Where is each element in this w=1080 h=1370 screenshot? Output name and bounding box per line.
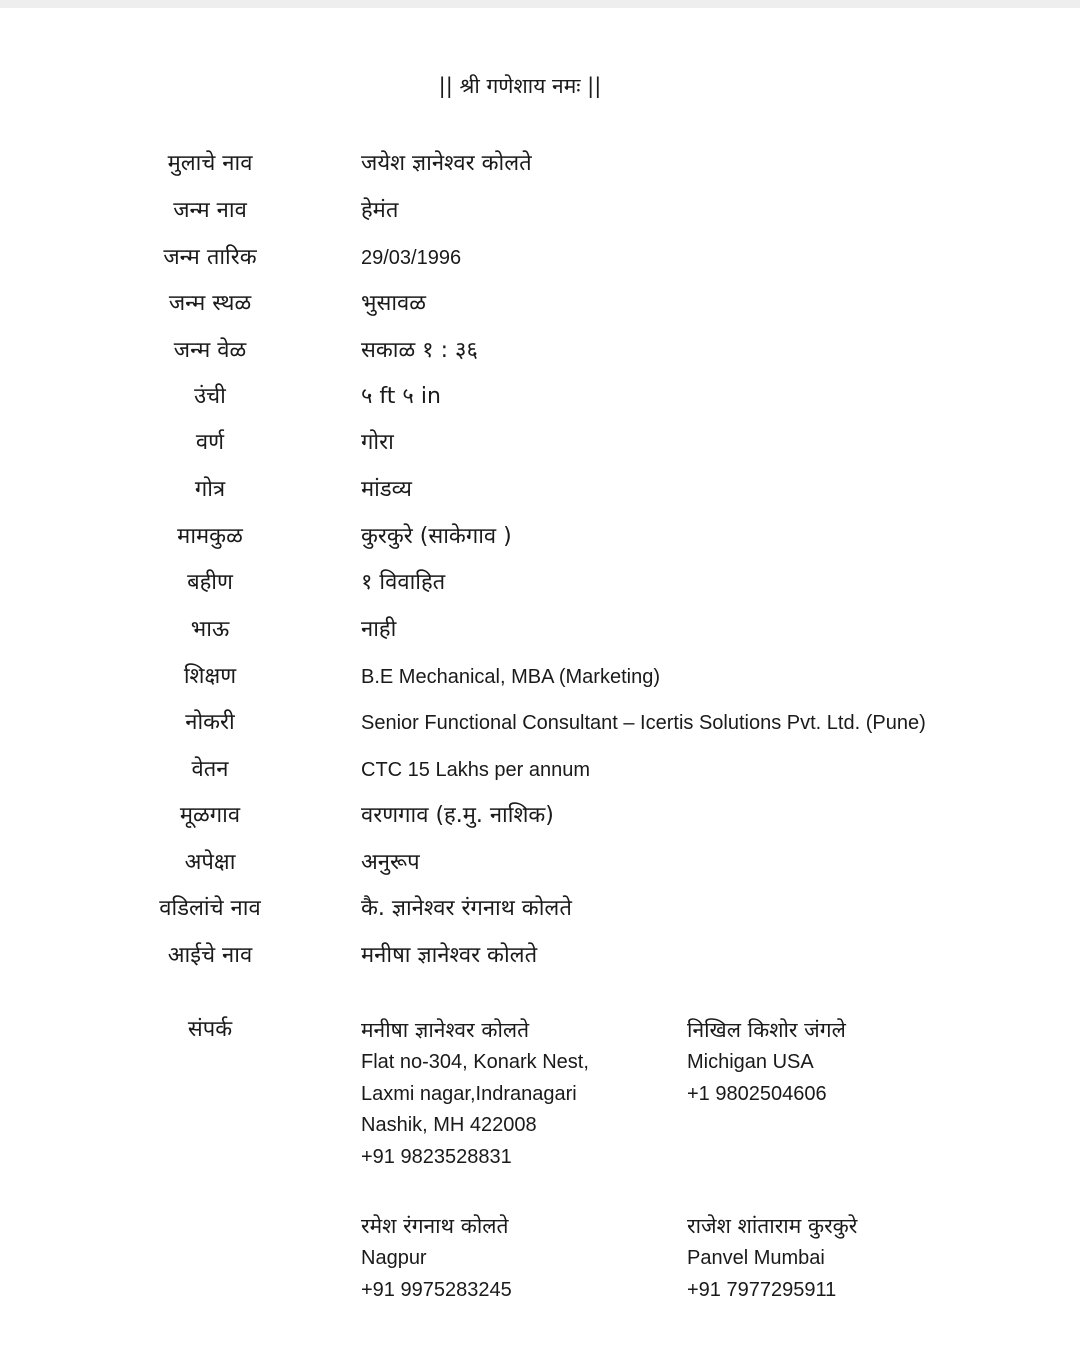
detail-row — [0, 705, 1080, 741]
detail-label: जन्म तारिक — [163, 245, 257, 270]
detail-row — [0, 891, 1080, 927]
detail-value: 29/03/1996 — [361, 247, 462, 269]
contact-line: Nagpur — [361, 1247, 427, 1269]
contact-line: Nashik, MH 422008 — [361, 1114, 537, 1136]
detail-value: गोरा — [361, 430, 394, 455]
detail-value: Senior Functional Consultant – Icertis Solutions Pvt. Ltd. (Pune) — [361, 712, 926, 734]
contact-name: राजेश शांताराम कुरकुरे — [687, 1214, 858, 1238]
contact-card — [687, 1013, 846, 1110]
detail-label: बहीण — [187, 570, 233, 595]
detail-label: मामकुळ — [177, 524, 243, 549]
contact-line: Laxmi nagar,Indranagari — [361, 1082, 577, 1105]
detail-row — [0, 193, 1080, 229]
detail-label: जन्म नाव — [173, 198, 247, 223]
detail-row — [0, 472, 1080, 508]
contact-label: संपर्क — [187, 1017, 233, 1042]
top-bar — [0, 0, 1080, 8]
detail-value: अनुरूप — [361, 850, 420, 875]
detail-value: कै. ज्ञानेश्वर रंगनाथ कोलते — [361, 896, 572, 921]
detail-label: नोकरी — [185, 710, 235, 735]
contact-phone: +1 9802504606 — [687, 1082, 827, 1105]
page-header: || श्री गणेशाय नमः || — [438, 74, 602, 98]
detail-label: वर्ण — [195, 430, 225, 455]
detail-value: CTC 15 Lakhs per annum — [361, 759, 591, 781]
detail-value: कुरकुरे (साकेगाव ) — [361, 524, 512, 549]
contact-phone: +91 9975283245 — [361, 1278, 512, 1301]
detail-label: उंची — [194, 384, 226, 409]
contact-phone: +91 7977295911 — [687, 1278, 837, 1301]
detail-value: १ विवाहित — [361, 570, 446, 595]
detail-row — [0, 752, 1080, 788]
detail-label: आईचे नाव — [167, 943, 253, 968]
contact-line: Panvel Mumbai — [687, 1247, 825, 1269]
contact-phone: +91 9823528831 — [361, 1145, 512, 1168]
detail-value: नाही — [361, 617, 397, 642]
detail-value: सकाळ १ : ३६ — [361, 338, 478, 363]
detail-value: हेमंत — [361, 198, 399, 223]
detail-row — [0, 379, 1080, 415]
detail-row — [0, 938, 1080, 974]
detail-row — [0, 659, 1080, 695]
detail-row — [0, 146, 1080, 182]
contact-name: निखिल किशोर जंगले — [687, 1018, 846, 1042]
detail-label: गोत्र — [194, 477, 226, 502]
detail-label: शिक्षण — [183, 664, 237, 689]
detail-value: ५ ft ५ in — [361, 384, 441, 409]
detail-value: मांडव्य — [361, 477, 412, 502]
detail-label: जन्म वेळ — [173, 338, 247, 363]
detail-value: मनीषा ज्ञानेश्वर कोलते — [361, 943, 538, 968]
contact-line: Flat no-304, Konark Nest, — [361, 1051, 589, 1073]
detail-row — [0, 333, 1080, 369]
detail-row — [0, 798, 1080, 834]
detail-label: वेतन — [191, 757, 229, 782]
detail-label: जन्म स्थळ — [168, 291, 252, 316]
contact-card — [361, 1209, 512, 1306]
detail-row — [0, 612, 1080, 648]
detail-label: वडिलांचे नाव — [159, 896, 261, 921]
detail-label: मूळगाव — [179, 803, 241, 828]
contact-line: Michigan USA — [687, 1051, 814, 1073]
contact-name: मनीषा ज्ञानेश्वर कोलते — [361, 1018, 530, 1042]
detail-value: B.E Mechanical, MBA (Marketing) — [361, 666, 660, 688]
detail-label: मुलाचे नाव — [167, 151, 253, 176]
detail-row — [0, 845, 1080, 881]
contact-name: रमेश रंगनाथ कोलते — [361, 1214, 509, 1238]
detail-value: जयेश ज्ञानेश्वर कोलते — [361, 151, 532, 176]
detail-row — [0, 519, 1080, 555]
detail-row — [0, 286, 1080, 322]
detail-label: अपेक्षा — [184, 850, 236, 875]
detail-row — [0, 240, 1080, 276]
detail-value: वरणगाव (ह.मु. नाशिक) — [361, 803, 554, 828]
detail-row — [0, 425, 1080, 461]
contact-card — [687, 1209, 857, 1306]
contact-card — [361, 1013, 589, 1173]
detail-row — [0, 565, 1080, 601]
detail-value: भुसावळ — [361, 291, 426, 316]
detail-label: भाऊ — [190, 617, 230, 642]
